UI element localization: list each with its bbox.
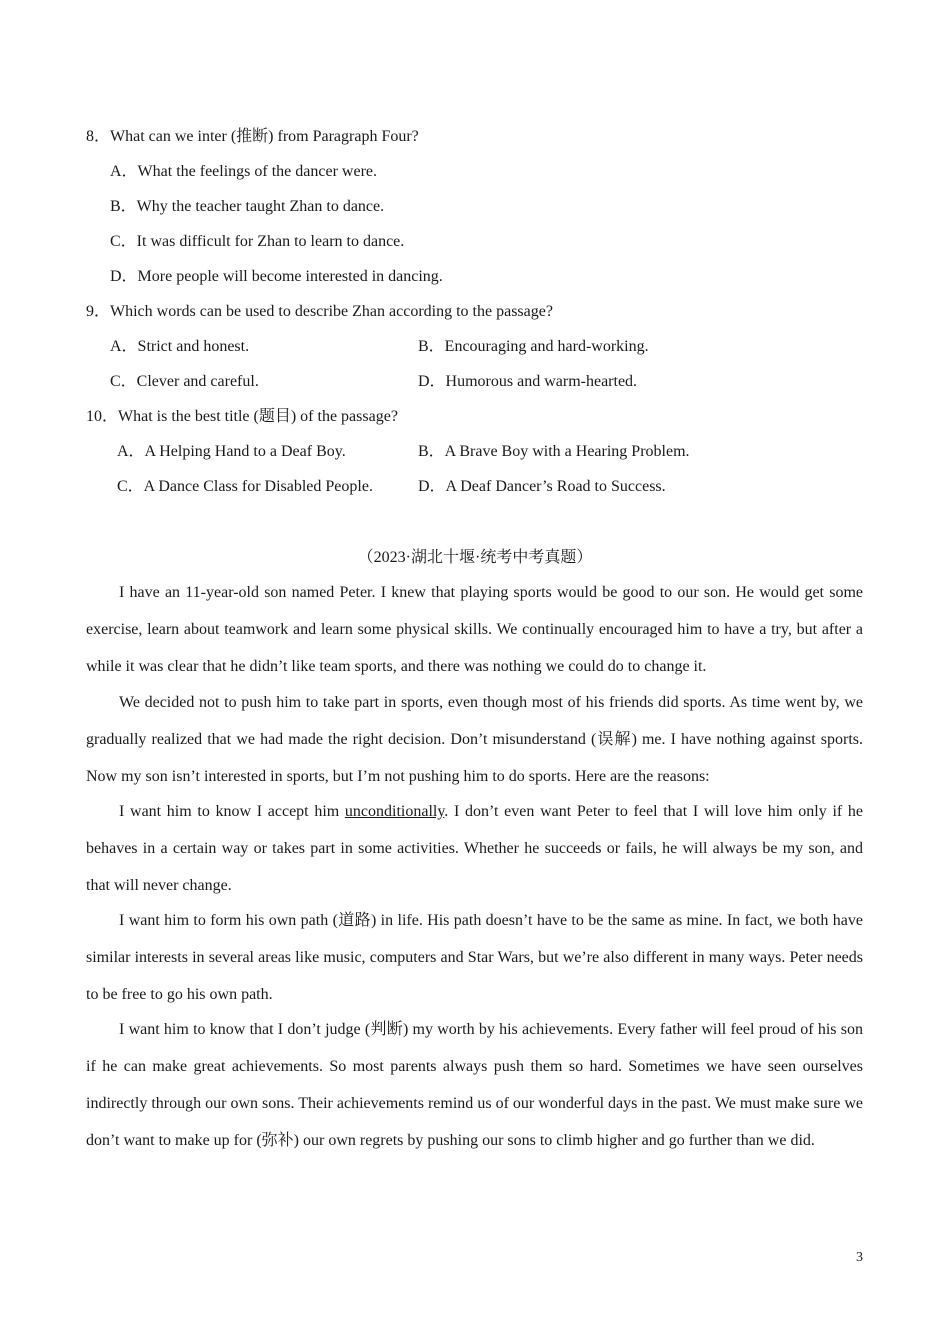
- question-8-option-a: A．What the feelings of the dancer were.: [110, 163, 377, 180]
- passage-paragraph-2: We decided not to push him to take part in sports, even though most of his friends did sports. As time went by, we gradually realized that we had made the right decision. Don’t misunderstand (误解) me. I have nothing against sports. Now my son isn’t interested in sports, but I’m not pushing him to do sports. Here are the reasons:: [86, 694, 863, 785]
- question-9-option-b: B．Encouraging and hard-working.: [418, 338, 649, 355]
- question-9-option-d: D．Humorous and warm-hearted.: [418, 373, 638, 390]
- question-8-option-d: D．More people will become interested in dancing.: [110, 268, 443, 285]
- question-8-option-b: B．Why the teacher taught Zhan to dance.: [110, 198, 385, 215]
- question-8-stem: 8．What can we inter (推断) from Paragraph Four?: [86, 128, 419, 145]
- question-9-option-c: C．Clever and careful.: [110, 373, 259, 390]
- question-10-option-a: A．A Helping Hand to a Deaf Boy.: [117, 443, 346, 460]
- paragraph-3-text-after: . I don’t even want Peter to feel that I will love him only if he behaves in a certain way or takes part in some activities. Whether he succeeds or fails, he will always be my son, and that will never change.: [86, 803, 864, 894]
- question-9-stem: 9．Which words can be used to describe Zhan according to the passage?: [86, 303, 553, 320]
- page-number: 3: [856, 1250, 863, 1265]
- question-8-option-c: C．It was difficult for Zhan to learn to dance.: [110, 233, 405, 250]
- passage-paragraph-5: I want him to know that I don’t judge (判断) my worth by his achievements. Every father will feel proud of his son if he can make great achievements. So most parents always push them so hard. Sometimes we have seen ourselves indirectly through our own sons. Their achievements remind us of our wonderful days in the past. We must make sure we don’t want to make up for (弥补) our own regrets by pushing our sons to climb higher and go further than we did.: [86, 1021, 863, 1149]
- paragraph-3-text-before: I want him to know I accept him: [119, 803, 345, 820]
- question-9-option-a: A．Strict and honest.: [110, 338, 250, 355]
- question-10-option-d: D．A Deaf Dancer’s Road to Success.: [418, 478, 666, 495]
- passage-paragraph-4: I want him to form his own path (道路) in life. His path doesn’t have to be the same as mine. In fact, we both have similar interests in several areas like music, computers and Star Wars, but we’re also different in many ways. Peter needs to be free to go his own path.: [86, 912, 863, 1003]
- passage-source: （2023·湖北十堰·统考中考真题）: [357, 549, 593, 566]
- question-10-option-b: B．A Brave Boy with a Hearing Problem.: [418, 443, 690, 460]
- question-10-stem: 10．What is the best title (题目) of the passage?: [86, 408, 398, 425]
- passage-paragraph-3: [86, 793, 863, 904]
- question-10-option-c: C．A Dance Class for Disabled People.: [117, 478, 373, 495]
- underlined-word: unconditionally: [344, 803, 445, 820]
- passage-paragraph-1: I have an 11-year-old son named Peter. I knew that playing sports would be good to our son. He would get some exercise, learn about teamwork and learn some physical skills. We continually encouraged him to have a try, but after a while it was clear that he didn’t like team sports, and there was nothing we could do to change it.: [86, 584, 863, 675]
